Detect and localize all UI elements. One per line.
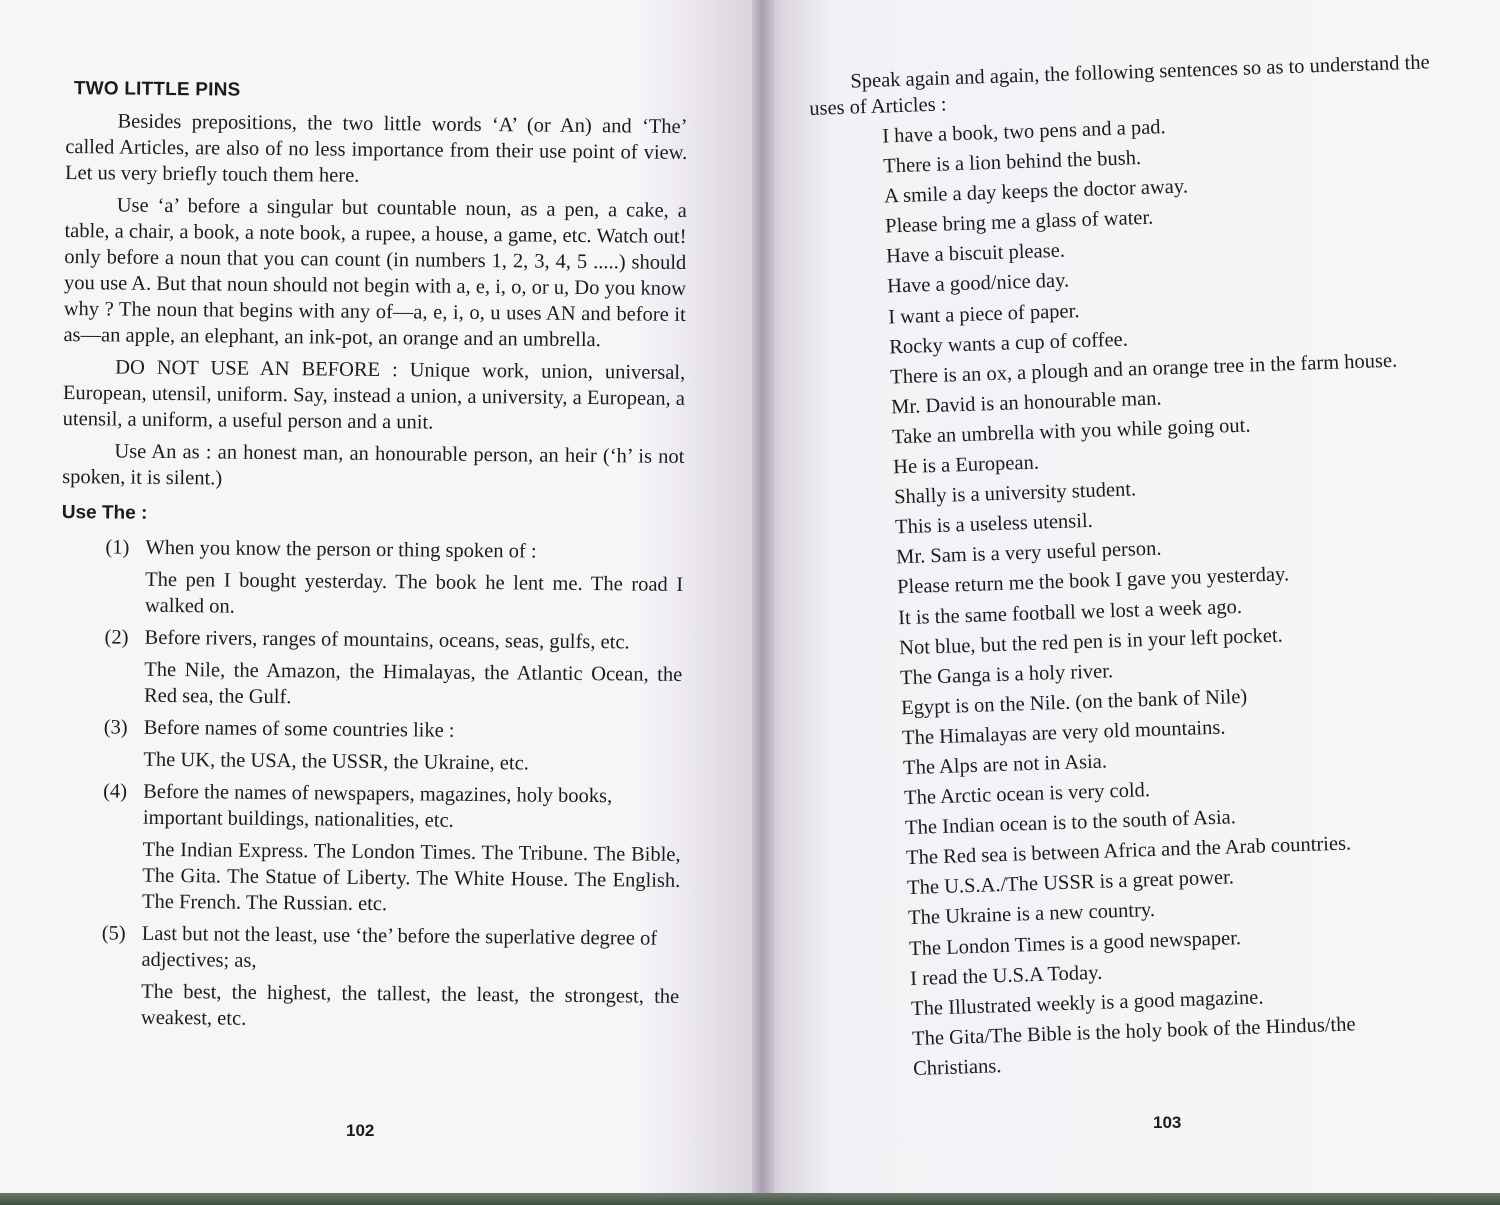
list-item bbox=[57, 920, 680, 1036]
sentence-list bbox=[810, 105, 1471, 1084]
list-item bbox=[60, 624, 683, 714]
item-number: (3) bbox=[103, 716, 128, 739]
right-page-text bbox=[808, 49, 1471, 1088]
item-number: (2) bbox=[104, 626, 129, 649]
sentence: Christians. bbox=[912, 1055, 1002, 1080]
item-number: (4) bbox=[103, 780, 128, 803]
paragraph: Besides prepositions, the two little words ‘A’ (or An) and ‘The’ called Articles, are also of no less importance from their use point of view. Let us very briefly touch them here. bbox=[64, 110, 688, 187]
sentence: The Himalayas are very old mountains. bbox=[901, 716, 1226, 750]
book-gutter bbox=[752, 0, 774, 1205]
sentence: This is a useless utensil. bbox=[894, 510, 1094, 539]
sentence: Mr. David is an honourable man. bbox=[890, 387, 1162, 419]
sentence: Have a good/nice day. bbox=[886, 269, 1070, 298]
item-example: The UK, the USA, the USSR, the Ukraine, etc. bbox=[143, 748, 529, 775]
item-text: Before names of some countries like : bbox=[143, 716, 455, 742]
page-heading: TWO LITTLE PINS bbox=[73, 78, 241, 101]
sentence: Egypt is on the Nile. (on the bank of Nile) bbox=[900, 685, 1248, 720]
item-text: Before the names of newspapers, magazines, holy books, important buildings, nationalities, etc. bbox=[142, 780, 613, 832]
sentence: I want a piece of paper. bbox=[887, 299, 1080, 329]
list-item bbox=[59, 714, 682, 778]
sentence: The Ukraine is a new country. bbox=[907, 899, 1156, 930]
sentence: The Indian ocean is to the south of Asia. bbox=[904, 806, 1237, 840]
intro-paragraph: Speak again and again, the following sentences so as to understand the uses of Articles : bbox=[808, 51, 1431, 120]
sentence: Have a biscuit please. bbox=[885, 239, 1066, 268]
bottom-edge bbox=[0, 1193, 1500, 1205]
item-text: Last but not the least, use ‘the’ before the superlative degree of adjectives; as, bbox=[141, 922, 658, 972]
item-example: The Nile, the Amazon, the Himalayas, the Atlantic Ocean, the Red sea, the Gulf. bbox=[143, 658, 683, 709]
sentence: It is the same football we lost a week ago. bbox=[897, 595, 1243, 629]
sentence: The U.S.A./The USSR is a great power. bbox=[906, 866, 1235, 900]
paragraph: Use An as : an honest man, an honourable person, an heir (‘h’ is not spoken, it is silent.) bbox=[62, 440, 685, 490]
sentence: The Arctic ocean is very cold. bbox=[903, 779, 1151, 810]
paragraph: DO NOT USE AN BEFORE : Unique work, union, universal, European, utensil, uniform. Say, instead a union, a university, a European, a utensil, a uniform, a useful person and a unit. bbox=[62, 356, 686, 434]
sentence: The Gita/The Bible is the holy book of the Hindus/the bbox=[911, 1013, 1356, 1050]
sentence: There is an ox, a plough and an orange tree in the farm house. bbox=[889, 349, 1398, 389]
item-number: (5) bbox=[101, 922, 126, 945]
sentence: The London Times is a good newspaper. bbox=[908, 926, 1242, 960]
paragraph: Use ‘a’ before a singular but countable noun, as a pen, a cake, a table, a chair, a book, a note book, a rupee, a house, a game, etc. Watch out! only before a noun that you can count (in numbers 1, 2, 3, 4, 5 .....) should you use A. But that noun should not begin with a, e, i, o, or u, Do you know why ? The noun that begins with any of—a, e, i, o, u uses AN and before it as—an apple, an elephant, an ink-pot, an orange and an umbrella. bbox=[63, 194, 687, 352]
sentence: The Illustrated weekly is a good magazine. bbox=[910, 986, 1264, 1020]
sentence: There is a lion behind the bush. bbox=[882, 147, 1142, 178]
item-text: When you know the person or thing spoken of : bbox=[145, 536, 537, 563]
sentence: Shally is a university student. bbox=[893, 478, 1137, 509]
sentence: The Red sea is between Africa and the Arab countries. bbox=[905, 832, 1352, 870]
subheading: Use The : bbox=[61, 501, 148, 524]
sentence: A smile a day keeps the doctor away. bbox=[883, 175, 1189, 208]
item-example: The best, the highest, the tallest, the least, the strongest, the weakest, etc. bbox=[140, 980, 680, 1030]
sentence: I read the U.S.A Today. bbox=[909, 961, 1103, 990]
left-page-text bbox=[57, 76, 688, 1042]
sentence: Rocky wants a cup of coffee. bbox=[888, 328, 1129, 359]
item-example: The Indian Express. The London Times. The Tribune. The Bible, The Gita. The Statue of Liberty. The White House. The English. The French. The Russian. etc. bbox=[141, 838, 681, 916]
sentence: Please return me the book I gave you yesterday. bbox=[896, 563, 1290, 599]
sentence: I have a book, two pens and a pad. bbox=[881, 116, 1166, 148]
page-number-right: 103 bbox=[1153, 1113, 1182, 1132]
page-number-left: 102 bbox=[346, 1121, 375, 1140]
item-number: (1) bbox=[105, 536, 130, 559]
item-text: Before rivers, ranges of mountains, oceans, seas, gulfs, etc. bbox=[144, 626, 630, 654]
sentence: Mr. Sam is a very useful person. bbox=[895, 537, 1162, 569]
sentence: Please bring me a glass of water. bbox=[884, 206, 1154, 238]
sentence: He is a European. bbox=[892, 451, 1040, 479]
sentence: The Ganga is a holy river. bbox=[899, 659, 1114, 689]
list-item bbox=[61, 534, 684, 624]
sentence: Take an umbrella with you while going out. bbox=[891, 414, 1251, 449]
item-example: The pen I bought yesterday. The book he lent me. The road I walked on. bbox=[144, 568, 684, 618]
sentence: The Alps are not in Asia. bbox=[902, 750, 1108, 780]
list-item bbox=[58, 778, 681, 920]
sentence: Not blue, but the red pen is in your left pocket. bbox=[898, 624, 1284, 659]
